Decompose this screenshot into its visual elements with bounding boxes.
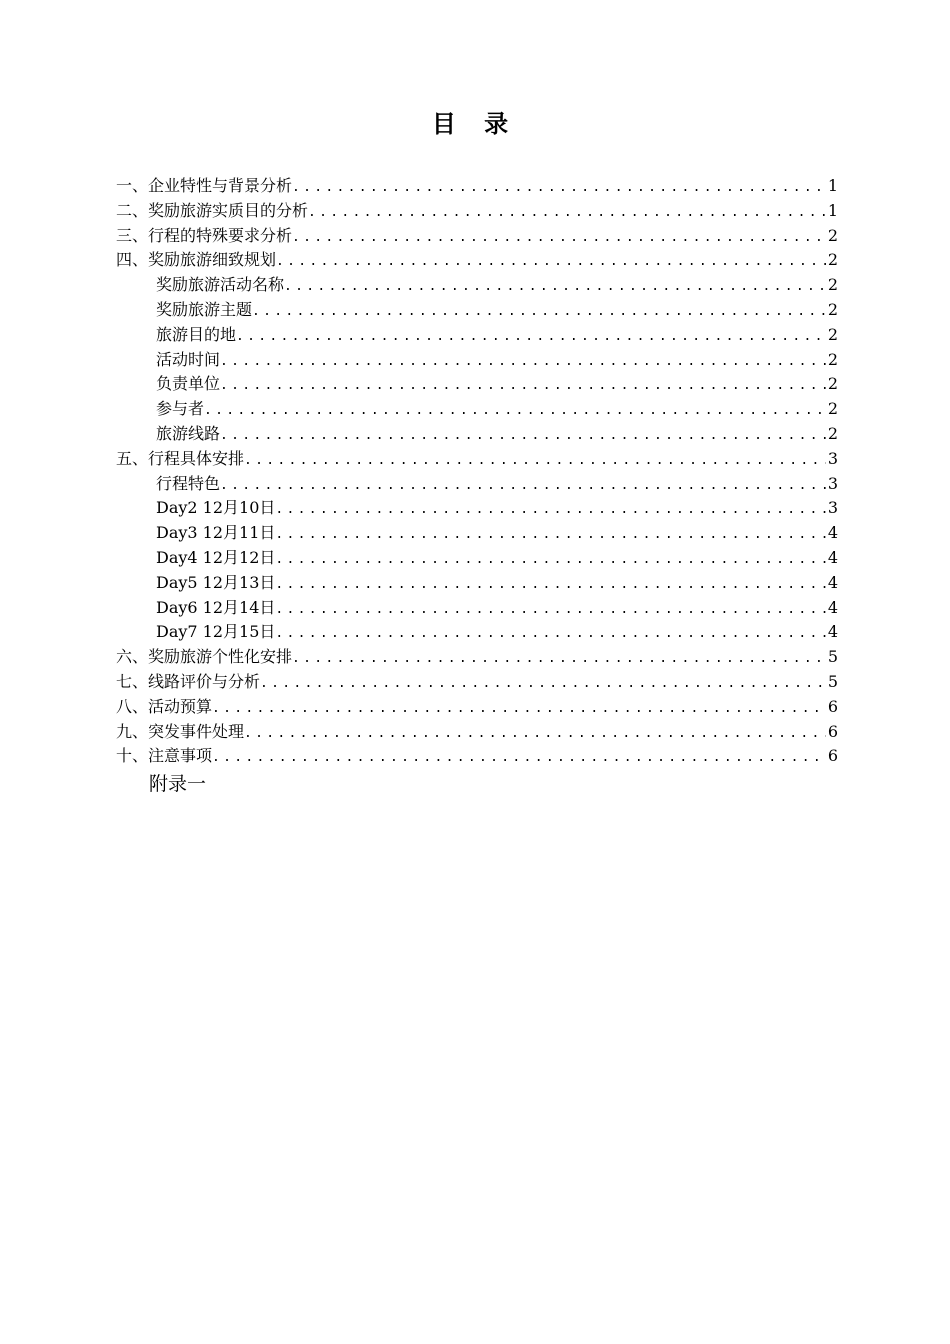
toc-entry-page-number: 4 — [827, 523, 838, 543]
toc-entry-page-number: 2 — [827, 399, 838, 419]
toc-entry-label: Day5 12月13日 — [156, 572, 276, 592]
toc-entry[interactable] — [116, 397, 838, 422]
toc-entry-page-number: 1 — [827, 200, 838, 220]
toc-entry-page-number: 2 — [827, 374, 838, 394]
toc-entry-page-number: 1 — [827, 176, 838, 195]
toc-leader-dots — [292, 226, 826, 251]
toc-entry[interactable] — [116, 422, 838, 447]
toc-entry[interactable] — [116, 744, 838, 769]
toc-leader-dots — [292, 647, 826, 672]
toc-leader-dots — [220, 474, 826, 499]
toc-entry[interactable] — [116, 447, 838, 472]
toc-entry-page-number: 3 — [827, 498, 838, 518]
toc-entry-label: 四、奖励旅游细致规划 — [116, 250, 277, 270]
toc-leader-dots — [220, 374, 826, 399]
toc-entry-page-number: 5 — [827, 671, 838, 691]
toc-entry-label: 旅游目的地 — [156, 324, 237, 344]
toc-entry-page-number: 2 — [827, 349, 838, 369]
toc-entry-label: 六、奖励旅游个性化安排 — [116, 647, 293, 667]
toc-entry[interactable] — [116, 596, 838, 621]
toc-entry[interactable] — [116, 571, 838, 596]
toc-entry[interactable] — [116, 546, 838, 571]
toc-entry[interactable] — [116, 670, 838, 695]
toc-leader-dots — [212, 697, 826, 722]
toc-leader-dots — [212, 746, 826, 771]
toc-leader-dots — [292, 176, 826, 201]
toc-entry-label: 三、行程的特殊要求分析 — [116, 225, 293, 245]
toc-entry[interactable] — [116, 199, 838, 224]
toc-entry-label: 十、注意事项 — [116, 746, 213, 766]
toc-entry-label: 二、奖励旅游实质目的分析 — [116, 200, 309, 220]
toc-entry[interactable] — [116, 521, 838, 546]
toc-entry-label: 旅游线路 — [156, 423, 221, 443]
toc-leader-dots — [276, 250, 826, 275]
toc-entry-page-number: 6 — [827, 696, 838, 716]
toc-leader-dots — [260, 672, 826, 697]
toc-entry-page-number: 4 — [827, 547, 838, 567]
toc-entry-label: 一、企业特性与背景分析 — [116, 176, 293, 195]
toc-entry[interactable] — [116, 496, 838, 521]
toc-entry-label: 七、线路评价与分析 — [116, 671, 261, 691]
toc-entry[interactable] — [116, 298, 838, 323]
toc-entry[interactable] — [116, 720, 838, 745]
toc-leader-dots — [204, 399, 826, 424]
toc-entry[interactable] — [116, 472, 838, 497]
toc-entry-page-number: 4 — [827, 572, 838, 592]
toc-entry-page-number: 2 — [827, 275, 838, 295]
toc-entry-label: 负责单位 — [156, 374, 221, 394]
toc-entry-label: 参与者 — [156, 399, 205, 419]
toc-leader-dots — [275, 573, 825, 598]
toc-entry[interactable] — [116, 224, 838, 249]
toc-entry-page-number: 4 — [827, 597, 838, 617]
toc-leader-dots — [275, 622, 825, 647]
toc-leader-dots — [252, 300, 826, 325]
toc-leader-dots — [244, 449, 826, 474]
toc-entry[interactable] — [116, 645, 838, 670]
toc-entry-label: 五、行程具体安排 — [116, 448, 245, 468]
toc-entry-label: Day4 12月12日 — [156, 547, 276, 567]
toc-entry-page-number: 6 — [827, 721, 838, 741]
toc-entry[interactable] — [116, 695, 838, 720]
toc-entry-label: Day6 12月14日 — [156, 597, 276, 617]
toc-entry-label: Day7 12月15日 — [156, 622, 276, 642]
table-of-contents — [116, 174, 838, 769]
toc-entry-label: 行程特色 — [156, 473, 221, 493]
toc-entry-page-number: 2 — [827, 225, 838, 245]
toc-entry[interactable] — [116, 248, 838, 273]
toc-entry-label: 奖励旅游主题 — [156, 299, 253, 319]
toc-entry[interactable] — [116, 174, 838, 199]
toc-leader-dots — [220, 424, 826, 449]
toc-leader-dots — [220, 350, 826, 375]
toc-leader-dots — [284, 275, 826, 300]
toc-entry-label: 奖励旅游活动名称 — [156, 275, 285, 295]
toc-leader-dots — [275, 523, 825, 548]
toc-entry-page-number: 2 — [827, 423, 838, 443]
toc-leader-dots — [236, 325, 826, 350]
toc-entry-page-number: 2 — [827, 250, 838, 270]
toc-entry-label: 九、突发事件处理 — [116, 721, 245, 741]
toc-entry[interactable] — [116, 323, 838, 348]
toc-entry-label: 八、活动预算 — [116, 696, 213, 716]
toc-entry[interactable] — [116, 348, 838, 373]
toc-entry-label: Day2 12月10日 — [156, 498, 276, 518]
toc-leader-dots — [244, 722, 826, 747]
toc-entry-page-number: 6 — [827, 746, 838, 766]
toc-entry[interactable] — [116, 372, 838, 397]
toc-leader-dots — [275, 548, 825, 573]
toc-leader-dots — [275, 598, 825, 623]
toc-entry-page-number: 4 — [827, 622, 838, 642]
appendix-heading: 附录一 — [149, 773, 207, 795]
toc-leader-dots — [308, 201, 826, 226]
toc-entry-page-number: 2 — [827, 324, 838, 344]
toc-entry[interactable] — [116, 620, 838, 645]
toc-leader-dots — [275, 498, 825, 523]
toc-entry-page-number: 3 — [827, 473, 838, 493]
toc-title: 目 录 — [431, 110, 519, 138]
toc-entry-page-number: 3 — [827, 448, 838, 468]
toc-entry[interactable] — [116, 273, 838, 298]
toc-entry-label: Day3 12月11日 — [156, 523, 276, 543]
toc-entry-page-number: 2 — [827, 299, 838, 319]
toc-entry-page-number: 5 — [827, 647, 838, 667]
toc-entry-label: 活动时间 — [156, 349, 221, 369]
